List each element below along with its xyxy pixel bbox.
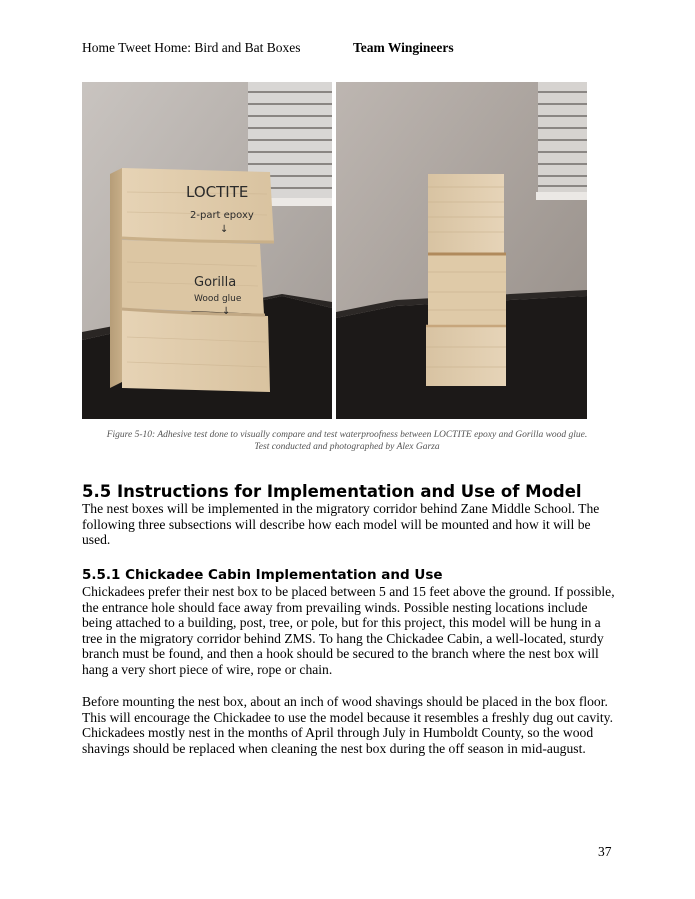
photo-blocks-front [82, 82, 332, 419]
photo-blocks-side [336, 82, 587, 419]
header-team: Team Wingineers [353, 40, 454, 55]
photo-label-epoxy: 2-part epoxy [190, 210, 254, 221]
figure-caption-line2: Test conducted and photographed by Alex Garza [254, 442, 440, 452]
photo-label-loctite: LOCTITE [186, 183, 249, 201]
subsection-heading: 5.5.1 Chickadee Cabin Implementation and Use [82, 567, 443, 583]
section-heading: 5.5 Instructions for Implementation and Use of Model [82, 482, 582, 501]
page-number: 37 [598, 844, 612, 859]
photo-label-wood-glue: Wood glue [194, 294, 242, 304]
subsection-paragraph-2: Before mounting the nest box, about an inch of wood shavings should be placed in the box floor. This will encourage the Chickadee to use the model because it resembles a freshly dug out cavity. Chickadees mostly nest in the months of April through July in Humboldt County, so the wood shavings should be replaced when cleaning the nest box during the off season in mid-august. [82, 694, 613, 756]
section-intro-paragraph: The nest boxes will be implemented in the migratory corridor behind Zane Middle School. The following three subsections will describe how each model will be mounted and how it will be used. [82, 501, 600, 548]
figure-caption-line1: Figure 5-10: Adhesive test done to visually compare and test waterproofness between LOCTITE epoxy and Gorilla wood glue. [106, 430, 588, 440]
figure-photos [82, 82, 587, 419]
figure-caption [82, 429, 612, 453]
photo-label-gorilla: Gorilla [194, 275, 237, 290]
svg-text:↓: ↓ [220, 224, 229, 235]
header-title: Home Tweet Home: Bird and Bat Boxes [82, 40, 301, 55]
svg-text:↓: ↓ [222, 306, 231, 317]
subsection-paragraph-1: Chickadees prefer their nest box to be placed between 5 and 15 feet above the ground. If possible, the entrance hole should face away from prevailing winds. Possible nesting locations include being attached to a building, post, tree, or pole, but for this project, this model will be hung in a tree in the migratory corridor behind ZMS. To hang the Chickadee Cabin, a well-located, sturdy branch must be found, and then a hook should be secured to the branch where the nest box will hang a very short piece of wire, rope or chain. [82, 584, 615, 677]
